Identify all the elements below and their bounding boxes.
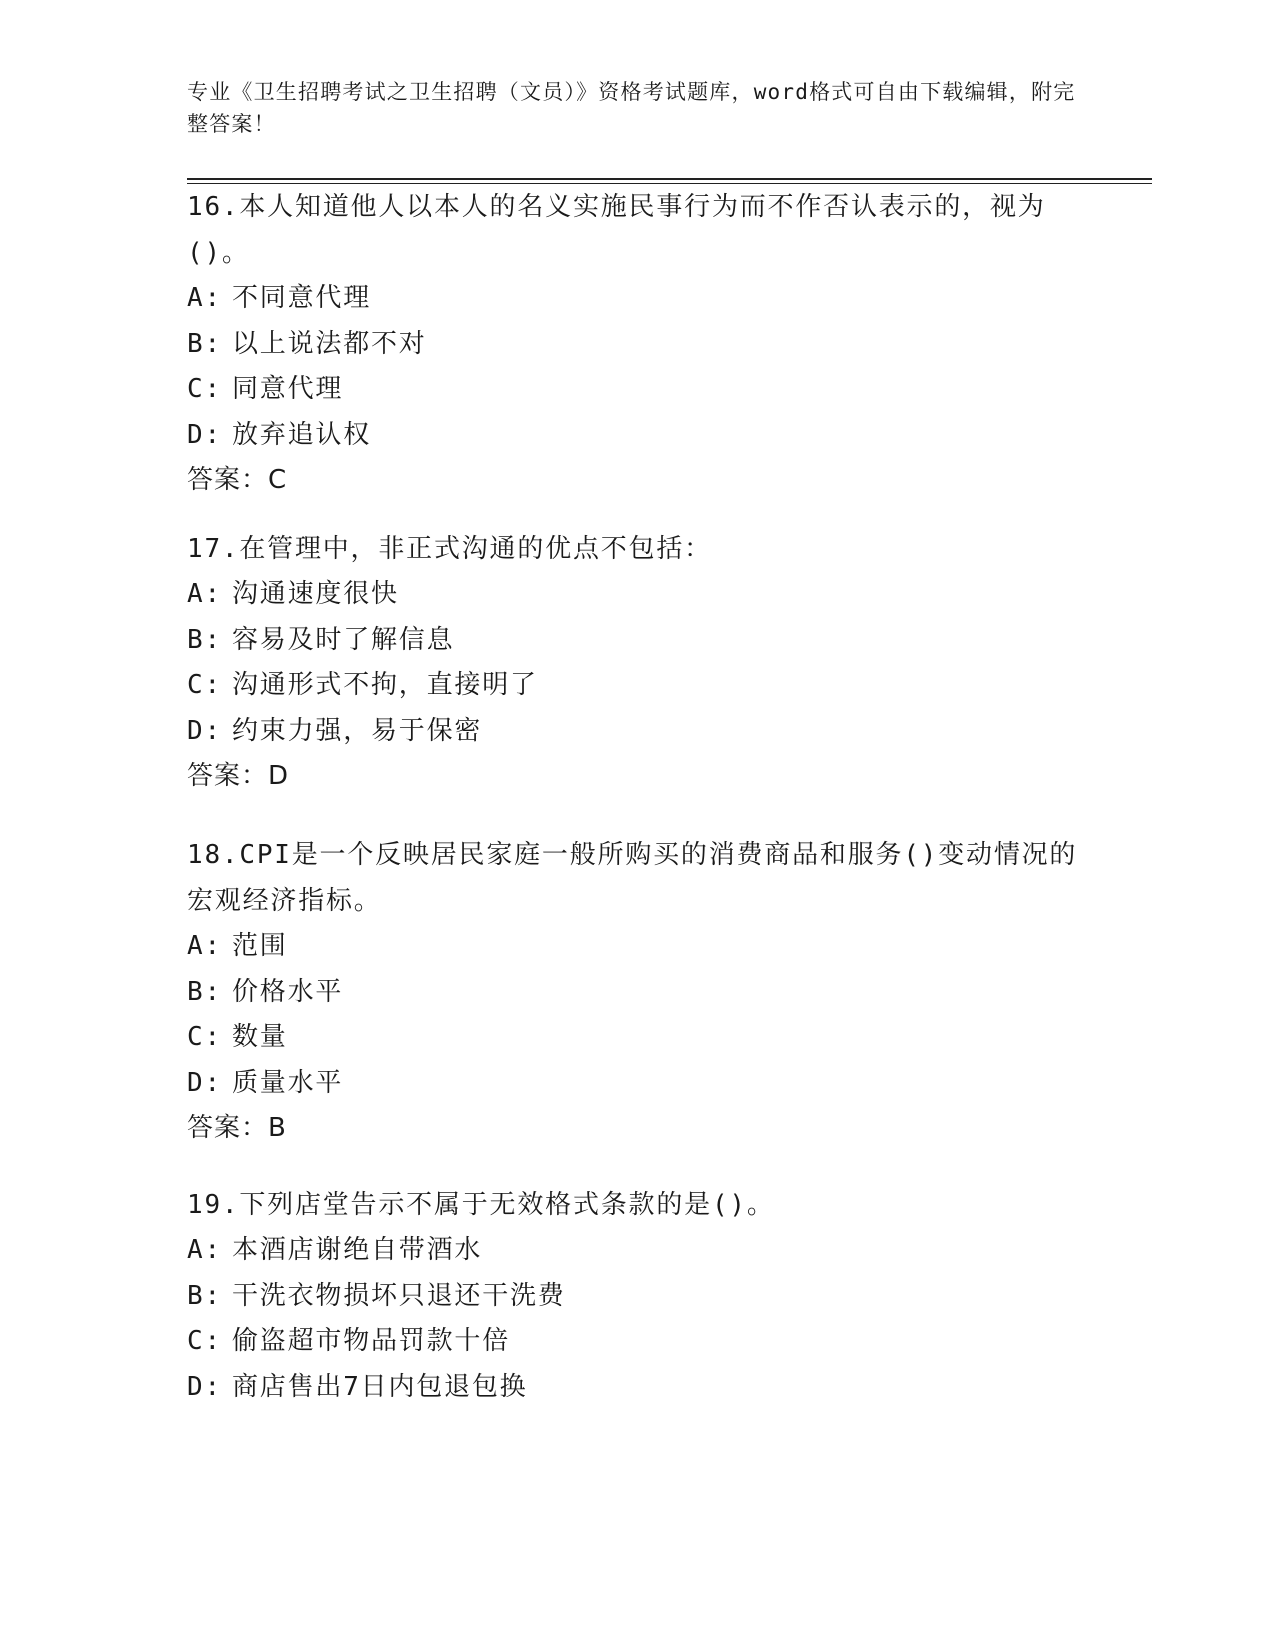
answer: 答案：D xyxy=(187,761,290,791)
option-c xyxy=(187,663,1087,709)
option-d xyxy=(187,709,1087,755)
option-text: 沟通形式不拘，直接明了 xyxy=(232,670,538,700)
header-text: 专业《卫生招聘考试之卫生招聘（文员）》资格考试题库，word格式可自由下载编辑，附完整答案！ xyxy=(187,80,1076,136)
option-text: 本酒店谢绝自带酒水 xyxy=(232,1235,483,1265)
option-text: 质量水平 xyxy=(232,1067,344,1098)
option-text: 范围 xyxy=(232,931,288,961)
option-text: 干洗衣物损坏只退还干洗费 xyxy=(232,1280,566,1311)
option-b xyxy=(187,1274,1087,1320)
option-d xyxy=(187,413,1087,459)
option-key: A: xyxy=(187,283,222,313)
option-b xyxy=(187,618,1087,664)
question-16 xyxy=(187,184,1087,504)
option-key: D: xyxy=(187,1067,222,1098)
question-19 xyxy=(187,1182,1087,1410)
option-a xyxy=(187,276,1087,322)
option-text: 不同意代理 xyxy=(232,283,372,313)
question-17 xyxy=(187,526,1087,800)
question-18 xyxy=(187,832,1087,1152)
option-a xyxy=(187,924,1087,970)
question-stem: 19.下列店堂告示不属于无效格式条款的是()。 xyxy=(187,1190,775,1220)
answer: 答案：B xyxy=(187,1113,287,1143)
option-text: 以上说法都不对 xyxy=(232,328,427,359)
question-stem: 18.CPI是一个反映居民家庭一般所购买的消费商品和服务()变动情况的宏观经济指标。 xyxy=(187,840,1078,916)
option-key: D: xyxy=(187,715,222,746)
question-stem: 16.本人知道他人以本人的名义实施民事行为而不作否认表示的，视为()。 xyxy=(187,192,1046,268)
option-key: C: xyxy=(187,670,222,700)
option-a xyxy=(187,1228,1087,1274)
option-text: 放弃追认权 xyxy=(232,419,372,450)
option-key: A: xyxy=(187,931,222,961)
option-key: D: xyxy=(187,419,222,450)
question-stem: 17.在管理中，非正式沟通的优点不包括： xyxy=(187,534,712,564)
option-c xyxy=(187,1319,1087,1365)
option-text: 约束力强，易于保密 xyxy=(232,715,483,746)
option-key: A: xyxy=(187,1235,222,1265)
option-b xyxy=(187,970,1087,1016)
option-b xyxy=(187,322,1087,368)
option-d xyxy=(187,1061,1087,1107)
option-c xyxy=(187,367,1087,413)
option-text: 容易及时了解信息 xyxy=(232,624,455,655)
option-key: A: xyxy=(187,579,222,609)
option-text: 数量 xyxy=(232,1022,288,1052)
option-c xyxy=(187,1015,1087,1061)
option-key: C: xyxy=(187,374,222,404)
option-key: C: xyxy=(187,1326,222,1356)
option-text: 沟通速度很快 xyxy=(232,579,399,609)
option-key: B: xyxy=(187,976,222,1007)
option-text: 价格水平 xyxy=(232,976,344,1007)
option-text: 商店售出7日内包退包换 xyxy=(232,1371,528,1402)
option-text: 偷盗超市物品罚款十倍 xyxy=(232,1326,511,1356)
header-rule-thick xyxy=(187,178,1152,180)
option-key: B: xyxy=(187,1280,222,1311)
option-key: C: xyxy=(187,1022,222,1052)
option-a xyxy=(187,572,1087,618)
option-text: 同意代理 xyxy=(232,374,344,404)
option-key: B: xyxy=(187,624,222,655)
option-d xyxy=(187,1365,1087,1411)
answer: 答案：C xyxy=(187,465,288,495)
option-key: B: xyxy=(187,328,222,359)
option-key: D: xyxy=(187,1371,222,1402)
